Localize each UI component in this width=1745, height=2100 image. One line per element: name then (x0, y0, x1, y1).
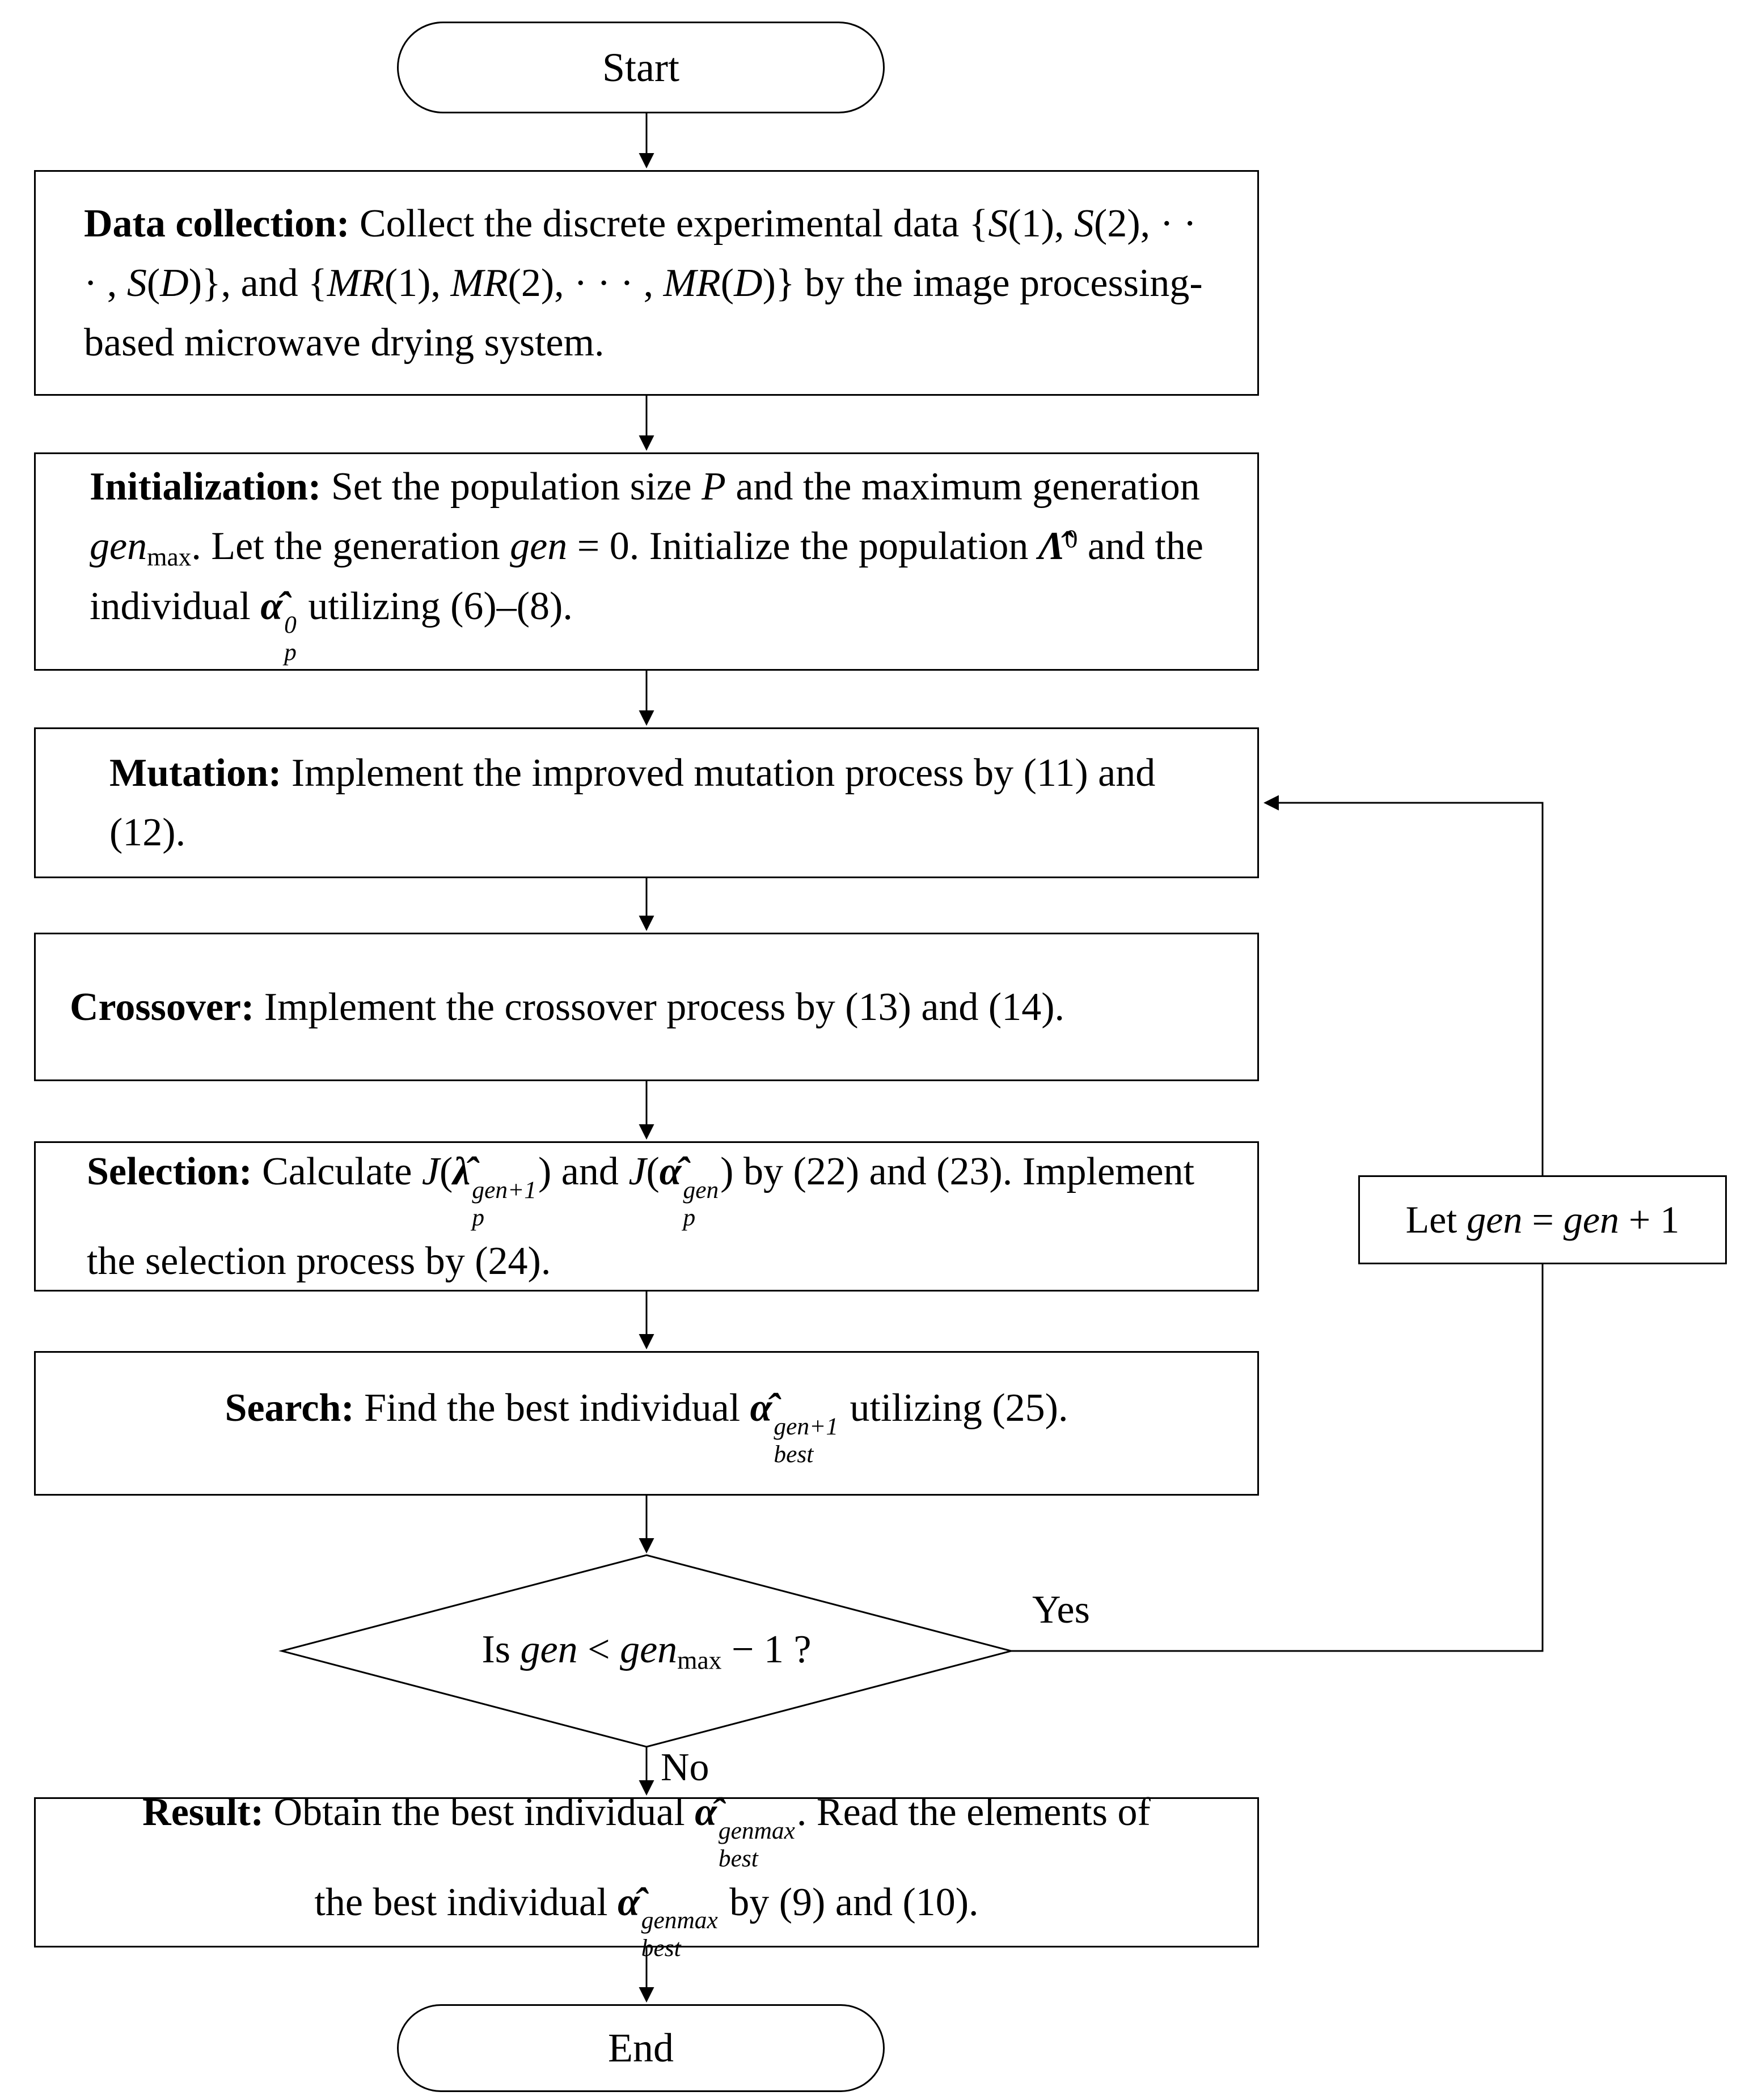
result-node (34, 1790, 1259, 1962)
crossover-text: Crossover: Implement the crossover process by (13) and (14). (70, 985, 1065, 1029)
start-node (397, 22, 885, 113)
selection-text: Selection: Calculate J(λ̂ gen+1 p ) and J(α̂ gen p ) by (22) and (23). Implement the selection process by (24). (87, 1149, 1195, 1284)
crossover-node (34, 933, 1259, 1081)
end-label: End (608, 2025, 674, 2071)
yes-edge-label: Yes (1032, 1588, 1090, 1632)
decision-node (318, 1613, 975, 1689)
mutation-node (34, 727, 1259, 878)
initialization-node (34, 452, 1259, 671)
initialization-text: Initialization: Set the population size P and the maximum generation genmax. Let the generation gen = 0. Initialize the population Λ̂$^0$ and the individual α̂ 0 p utilizing (6)–(8). (90, 465, 1203, 666)
selection-node (34, 1141, 1259, 1292)
data-collection-text: Data collection: Collect the discrete experimental data {S(1), S(2), · · · , S(D)}, and {MR(1), MR(2), · · · , MR(D)} by the image processing-based microwave drying system. (84, 201, 1203, 365)
no-edge-label: No (661, 1746, 709, 1789)
increment-generation-text: Let gen = gen + 1 (1405, 1198, 1680, 1241)
increment-generation-node (1358, 1175, 1727, 1264)
decision-text: Is gen < genmax − 1 ? (481, 1627, 812, 1675)
end-node (397, 2004, 885, 2092)
search-text: Search: Find the best individual α̂ gen+1 best utilizing (25). (225, 1386, 1068, 1468)
mutation-text: Mutation: Implement the improved mutation process by (11) and (12). (109, 751, 1156, 854)
result-text: Result: Obtain the best individual α̂ genmax best . Read the elements of the best individual α̂ genmax best by (9) and (10). (142, 1790, 1151, 1962)
data-collection-node (34, 170, 1259, 396)
start-label: Start (602, 44, 679, 90)
search-node (34, 1351, 1259, 1496)
